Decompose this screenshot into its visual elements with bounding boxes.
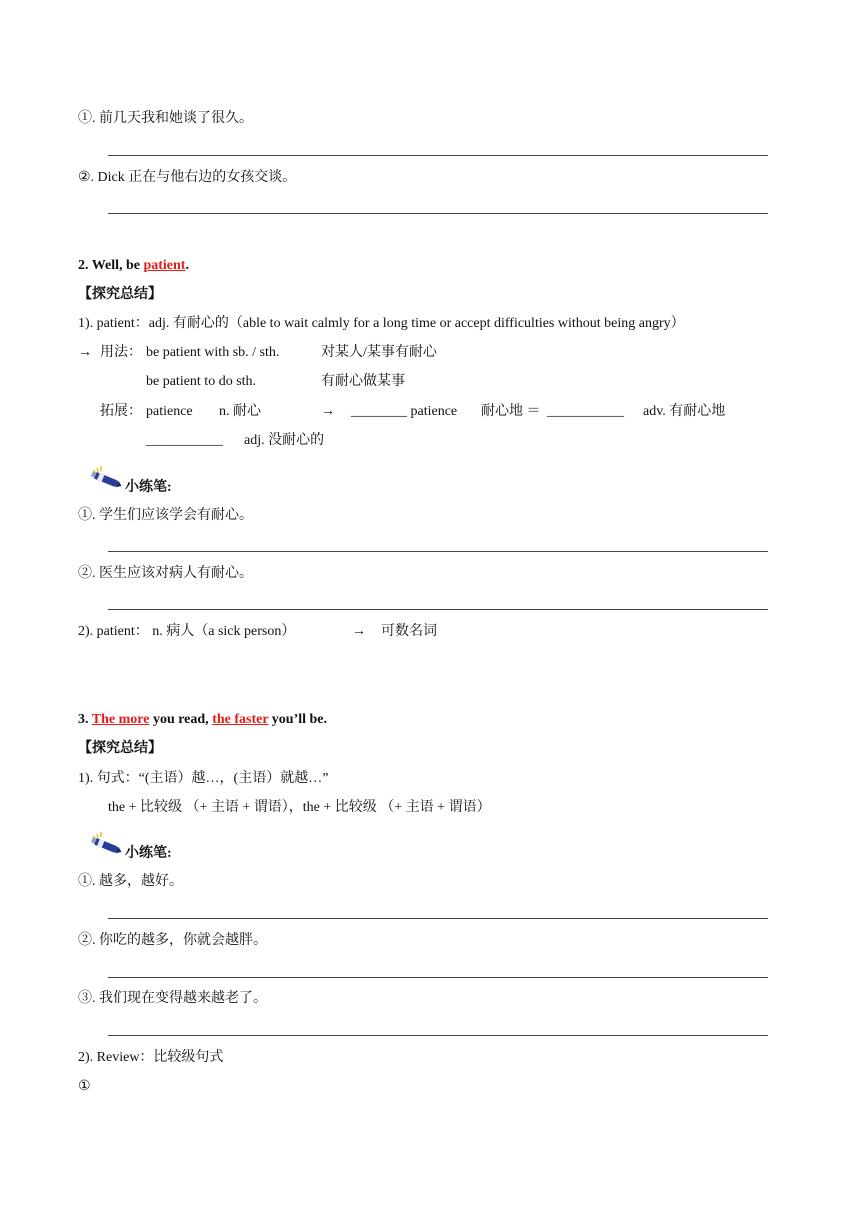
arrow-icon: →	[78, 345, 92, 360]
review-text: 2). Review：比较级句式	[78, 1050, 224, 1065]
fill-blank[interactable]: ___________	[547, 404, 624, 419]
question-text: ②. 你吃的越多，你就会越胖。	[78, 933, 267, 948]
extension-label: 拓展：	[100, 404, 142, 419]
pen-icon	[88, 832, 124, 858]
section-heading	[78, 257, 189, 275]
usage-english: be patient with sb. / sth.	[146, 345, 280, 360]
question-text: ①. 前几天我和她谈了很久。	[78, 111, 253, 126]
highlight-word: The more	[91, 712, 150, 727]
section-heading	[78, 711, 327, 729]
extension-text: adj. 没耐心的	[244, 433, 325, 448]
heading-text: you’ll be.	[268, 712, 328, 727]
definition-text: 2). patient： n. 病人（a sick person）	[78, 624, 296, 639]
answer-line[interactable]	[108, 977, 768, 978]
summary-tag: 【探究总结】	[78, 741, 162, 756]
highlight-word: the faster	[212, 712, 269, 727]
pattern-text: 1). 句式：“(主语）越…，(主语）就越…”	[78, 771, 329, 786]
definition-text: 1). patient：adj. 有耐心的（able to wait calmly for a long time or accept difficulties without being angry）	[78, 316, 685, 331]
question-text: ③. 我们现在变得越来越老了。	[78, 991, 267, 1006]
practice-heading: 小练笔:	[125, 846, 172, 861]
note-text: 可数名词	[381, 624, 437, 639]
question-text: ①. 越多，越好。	[78, 874, 183, 889]
practice-heading: 小练笔:	[125, 480, 172, 495]
highlight-word: patient	[143, 258, 186, 273]
answer-line[interactable]	[108, 213, 768, 214]
answer-line[interactable]	[108, 609, 768, 610]
extension-pos: n. 耐心	[219, 404, 261, 419]
answer-line[interactable]	[108, 918, 768, 919]
list-marker: ①	[78, 1079, 91, 1094]
answer-line[interactable]	[108, 155, 768, 156]
question-text: ②. Dick 正在与他右边的女孩交谈。	[78, 170, 297, 185]
answer-line[interactable]	[108, 551, 768, 552]
extension-word: patience	[146, 404, 193, 419]
arrow-icon: →	[352, 624, 366, 639]
extension-text: 耐心地 ＝	[481, 404, 541, 419]
summary-tag: 【探究总结】	[78, 287, 162, 302]
heading-text: 3.	[78, 712, 92, 727]
usage-label: 用法：	[100, 345, 142, 360]
fill-blank[interactable]: ___________	[146, 433, 223, 448]
pen-icon	[88, 466, 124, 492]
heading-text: you read,	[149, 712, 213, 727]
heading-text: 2. Well, be	[78, 258, 144, 273]
question-text: ②. 医生应该对病人有耐心。	[78, 566, 253, 581]
question-text: ①. 学生们应该学会有耐心。	[78, 508, 253, 523]
usage-chinese: 有耐心做某事	[321, 374, 405, 389]
usage-english: be patient to do sth.	[146, 374, 257, 389]
usage-chinese: 对某人/某事有耐心	[321, 345, 437, 360]
formula-text: the + 比较级 （+ 主语 + 谓语），the + 比较级 （+ 主语 + 谓语）	[108, 800, 491, 815]
answer-line[interactable]	[108, 1035, 768, 1036]
arrow-icon: →	[321, 404, 335, 419]
heading-text: .	[185, 258, 189, 273]
extension-text: adv. 有耐心地	[643, 404, 726, 419]
fill-blank[interactable]: ________ patience	[351, 404, 458, 419]
